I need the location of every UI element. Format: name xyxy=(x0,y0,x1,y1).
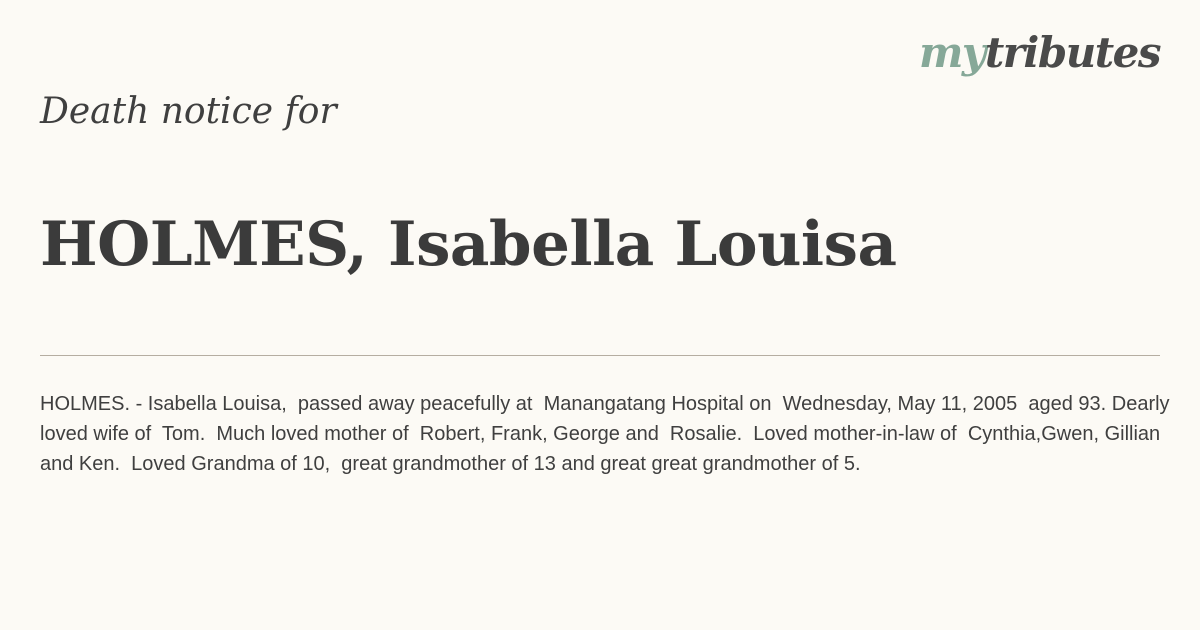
notice-body: HOLMES. - Isabella Louisa, passed away peacefully at Manangatang Hospital on Wednesday, May 11, 2005 aged 93. Dearly loved wife of Tom. Much loved mother of Robert, Frank, George and Rosalie. Loved mother-in-law of Cynthia,Gwen, Gillian and Ken. Loved Grandma of 10, great grandmother of 13 and great great grandmother of 5. xyxy=(40,393,1176,475)
logo-suffix: tributes xyxy=(984,28,1160,77)
notice-eyebrow: Death notice for xyxy=(40,91,337,132)
section-divider xyxy=(40,355,1160,356)
deceased-name: HOLMES, Isabella Louisa xyxy=(40,209,897,280)
logo-prefix: my xyxy=(918,28,985,77)
mytributes-logo[interactable] xyxy=(918,28,1160,77)
